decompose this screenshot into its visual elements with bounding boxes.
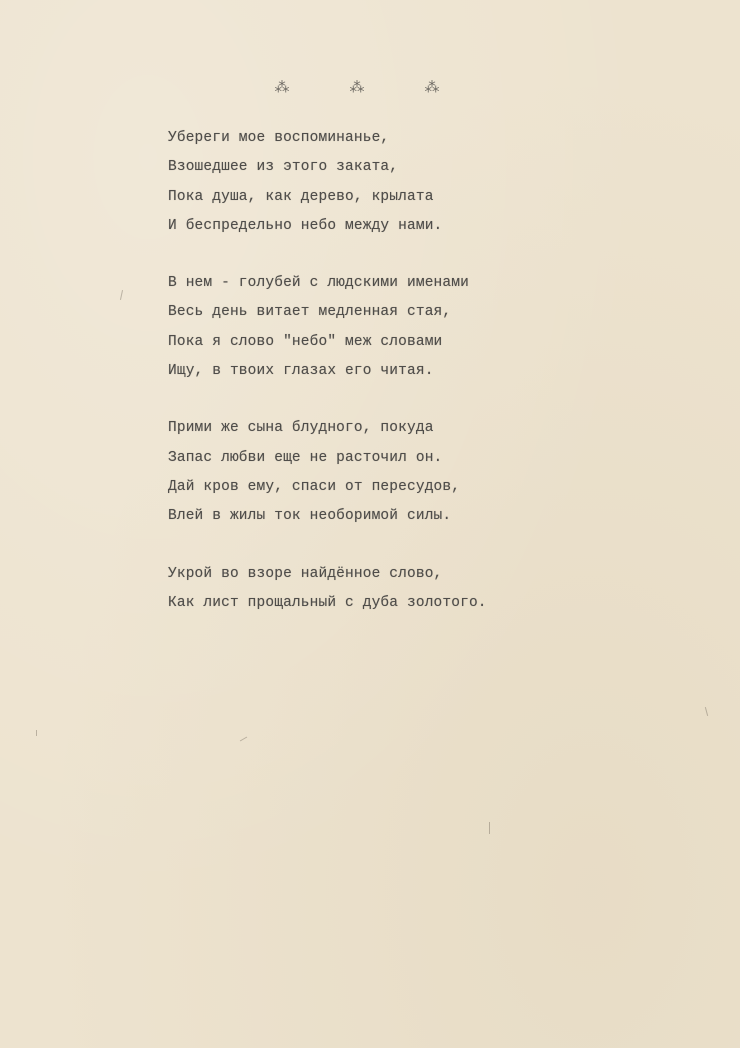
paper-speck <box>705 707 708 716</box>
poem-line: И беспредельно небо между нами. <box>168 217 443 234</box>
poem-line: Как лист прощальный с дуба золотого. <box>168 594 487 611</box>
poem-line: Убереги мое воспоминанье, <box>168 130 390 146</box>
stanza <box>168 414 618 531</box>
divider-mark: ⁂ <box>424 78 440 96</box>
poem <box>168 124 618 646</box>
poem-line: Прими же сына блудного, покуда <box>168 420 434 437</box>
paper-speck <box>240 737 247 742</box>
poem-line: Влей в жилы ток необоримой силы. <box>168 508 452 525</box>
divider-mark: ⁂ <box>274 78 290 96</box>
paper-speck <box>120 290 123 300</box>
stanza <box>168 560 618 619</box>
poem-line: Пока душа, как дерево, крылата <box>168 188 434 205</box>
poem-line: Укрой во взоре найдённое слово, <box>168 565 443 582</box>
divider-mark: ⁂ <box>349 78 365 96</box>
stanza <box>168 124 618 241</box>
poem-line: Взошедшее из этого заката, <box>168 159 399 176</box>
poem-line: В нем - голубей с людскими именами <box>168 275 469 292</box>
poem-line: Ищу, в твоих глазах его читая. <box>168 363 434 380</box>
section-divider <box>272 78 442 96</box>
poem-line: Запас любви еще не расточил он. <box>168 449 443 466</box>
paper-speck <box>36 730 37 736</box>
paper-speck <box>489 822 490 834</box>
poem-line: Пока я слово "небо" меж словами <box>168 333 443 350</box>
stanza <box>168 269 618 386</box>
poem-line: Весь день витает медленная стая, <box>168 304 452 321</box>
poem-line: Дай кров ему, спаси от пересудов, <box>168 478 461 495</box>
